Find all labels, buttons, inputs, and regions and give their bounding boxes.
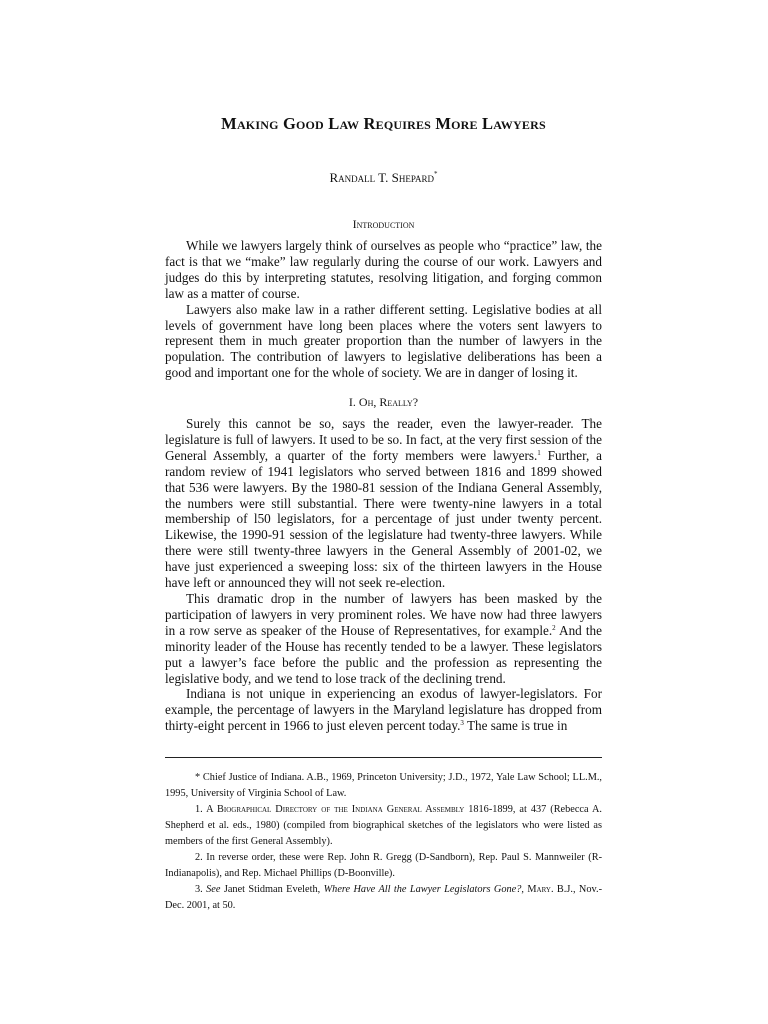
paragraph-text: Surely this cannot be so, says the reader, even the lawyer-reader. The legislature is full of lawyers. It used to be so. In fact, at the very first session of the General Assembly, a quarter of the forty members were lawyers. (165, 416, 602, 463)
footnote-text: Janet Stidman Eveleth, (220, 884, 321, 896)
paragraph-text: The same is true in (463, 718, 568, 734)
footnote-star (165, 770, 602, 802)
cited-article-title: Where Have All the Lawyer Legislators Gone? (320, 884, 522, 896)
section-1-paragraph-3 (165, 686, 602, 734)
paragraph-text: Indiana is not unique in experiencing an exodus of lawyer-legislators. For example, the percentage of lawyers in the Maryland legislature has dropped from thirty-eight percent in 1966 to just eleven percent today. (165, 686, 602, 734)
footnote-2 (165, 850, 602, 882)
section-1-heading: I. Oh, Really? (348, 395, 419, 409)
footnote-divider (165, 757, 602, 758)
footnote-number: 3. (195, 884, 203, 896)
paragraph-text: And the minority leader of the House has recently tended to be a lawyer. These legislators put a lawyer’s face before the public and the profession as representing the legislative body, and we tend to lose track of the declining trend. (165, 622, 603, 686)
footnote-text: . B.J., Nov.-Dec. 2001, at 50. (165, 884, 602, 911)
author-footnote-mark: * (434, 170, 438, 178)
section-1-paragraph-2 (165, 591, 602, 686)
section-1-body (165, 416, 602, 734)
footnote-text: 1816-1899, at 437 (Rebecca A. Shepherd et al. eds., 1980) (compiled from biographical sketches of the legislators who were listed as members of the first General Assembly). (165, 804, 602, 847)
footnote-3 (165, 882, 602, 914)
intro-paragraph-1: While we lawyers largely think of ourselves as people who “practice” law, the fact is that we “make” law regularly during the course of our work. Lawyers and judges do this by interpreting statutes, resolving litigation, and forging common law as a matter of course. (165, 238, 602, 301)
footnote-ref-3: 3 (460, 719, 464, 728)
signal-see: See (202, 884, 221, 896)
footnote-text: , (521, 884, 524, 896)
section-1-paragraph-1 (165, 416, 602, 591)
author-line (165, 170, 602, 186)
cited-journal: Mary (523, 884, 551, 896)
footnote-ref-2: 2 (552, 623, 556, 632)
introduction-body (165, 238, 602, 381)
paragraph-text: Further, a random review of 1941 legislators who served between 1816 and 1899 showed that 536 were lawyers. By the 1980-81 session of the Indiana General Assembly, the numbers were still substantial. There were twenty-nine lawyers in a total membership of l50 legislators, for a percentage of just under twenty percent. Likewise, the 1990-91 session of the legislature had twenty-three lawyers. While there were still twenty-three lawyers in the General Assembly of 2001-02, we have just experienced a sweeping loss: six of the thirteen lawyers in the House have left or announced they will not seek re-election. (165, 447, 602, 591)
author-name: Randall T. Shepard (329, 170, 435, 185)
footnote-ref-1: 1 (537, 448, 541, 457)
paragraph-text: This dramatic drop in the number of lawyers has been masked by the participation of lawyers in very prominent roles. We have now had three lawyers in a row serve as speaker of the House of Representatives, for example. (165, 590, 602, 638)
footnote-text: Chief Justice of Indiana. A.B., 1969, Princeton University; J.D., 1972, Yale Law School; LL.M., 1995, University of Virginia School of Law. (165, 772, 602, 799)
footnote-text: In reverse order, these were Rep. John R. Gregg (D-Sandborn), Rep. Paul S. Mannweiler (R-Indianapolis), and Rep. Michael Phillips (D-Boonville). (165, 851, 602, 879)
footnote-number: 1. (195, 804, 203, 816)
intro-paragraph-2: Lawyers also make law in a rather different setting. Legislative bodies at all levels of government have long been places where the voters sent lawyers to represent them in much greater proportion than the number of lawyers in the population. The contribution of lawyers to legislative deliberations has been a good and important one for the whole of society. We are in danger of losing it. (165, 301, 602, 381)
article-title: Making Good Law Requires More Lawyers (221, 114, 546, 133)
footnote-number: 2. (195, 851, 203, 863)
footnotes (165, 770, 602, 914)
footnote-mark: * (195, 772, 201, 783)
introduction-heading: Introduction (352, 217, 415, 231)
cited-book-title: A Biographical Directory of the Indiana General Assembly (202, 804, 465, 816)
footnote-1 (165, 802, 602, 849)
